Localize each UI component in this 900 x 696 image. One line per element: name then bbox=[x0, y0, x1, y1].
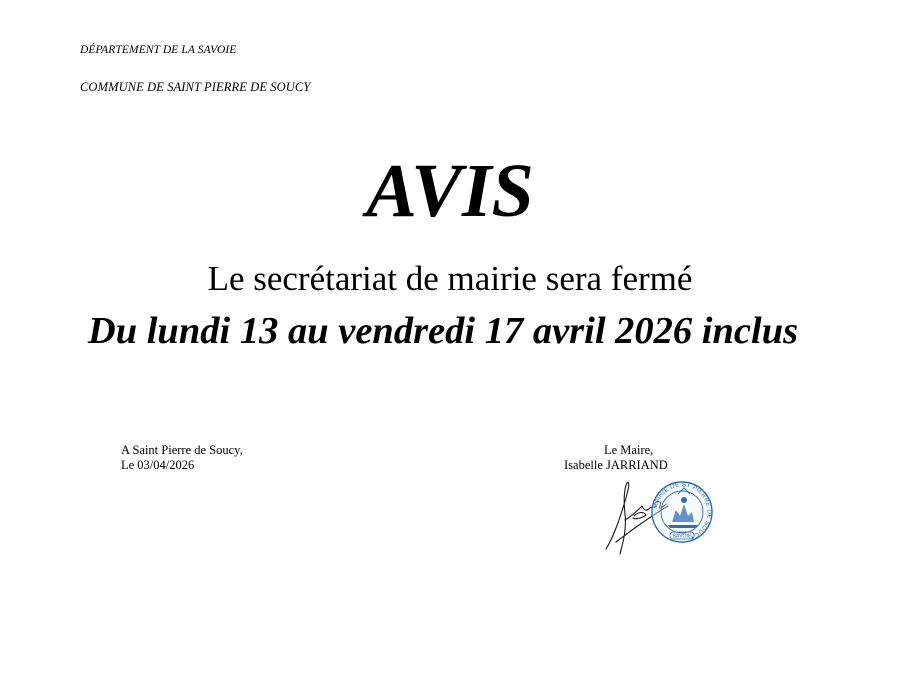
stamp-bottom-text: SAVOIE bbox=[672, 533, 692, 540]
notice-title: AVIS bbox=[366, 149, 534, 233]
signing-place: A Saint Pierre de Soucy, bbox=[121, 443, 243, 457]
notice-dates: Du lundi 13 au vendredi 17 avril 2026 inclus bbox=[87, 310, 799, 352]
notice-message: Le secrétariat de mairie sera fermé bbox=[207, 259, 693, 298]
commune-header: COMMUNE DE SAINT PIERRE DE SOUCY bbox=[80, 80, 311, 94]
mayor-name: Isabelle JARRIAND bbox=[564, 458, 668, 472]
signature-and-stamp bbox=[598, 470, 723, 558]
mayor-role: Le Maire, bbox=[604, 443, 654, 457]
town-stamp bbox=[652, 481, 713, 542]
signing-date: Le 03/04/2026 bbox=[121, 458, 195, 472]
stamp-ring-text: MAIRIE DE ST PIERRE DE SOUCY bbox=[651, 481, 713, 542]
department-header: DÉPARTEMENT DE LA SAVOIE bbox=[80, 44, 237, 56]
